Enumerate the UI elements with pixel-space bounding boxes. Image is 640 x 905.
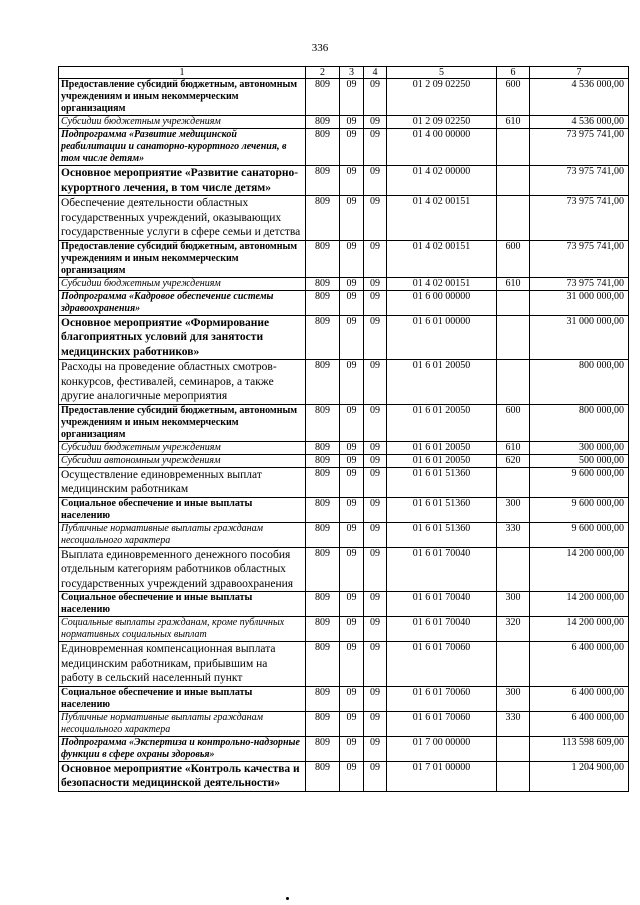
subsection-code-cell: 09 xyxy=(364,736,387,761)
amount-cell: 73 975 741,00 xyxy=(530,196,629,241)
subsection-code-cell: 09 xyxy=(364,441,387,454)
table-row xyxy=(59,736,629,761)
subsection-code-cell: 09 xyxy=(364,711,387,736)
section-code-cell: 09 xyxy=(340,240,364,277)
target-article-code-cell: 01 4 02 00151 xyxy=(387,277,497,290)
expense-type-code-cell xyxy=(497,166,530,196)
row-name-cell: Подпрограмма «Кадровое обеспечение системы здравоохранения» xyxy=(59,290,306,315)
section-code-cell: 09 xyxy=(340,129,364,166)
amount-cell: 14 200 000,00 xyxy=(530,547,629,592)
section-code-cell: 09 xyxy=(340,592,364,617)
gov-code-cell: 809 xyxy=(306,277,340,290)
section-code-cell: 09 xyxy=(340,166,364,196)
target-article-code-cell: 01 6 01 70040 xyxy=(387,592,497,617)
amount-cell: 113 598 609,00 xyxy=(530,736,629,761)
table-row xyxy=(59,166,629,196)
subsection-code-cell: 09 xyxy=(364,642,387,687)
target-article-code-cell: 01 6 01 70040 xyxy=(387,617,497,642)
header-cell-7: 7 xyxy=(530,67,629,79)
row-name-cell: Подпрограмма «Развитие медицинской реабилитации и санаторно-курортного лечения, в том числе детям» xyxy=(59,129,306,166)
header-cell-1: 1 xyxy=(59,67,306,79)
table-row xyxy=(59,497,629,522)
gov-code-cell: 809 xyxy=(306,642,340,687)
table-row xyxy=(59,522,629,547)
section-code-cell: 09 xyxy=(340,736,364,761)
gov-code-cell: 809 xyxy=(306,467,340,497)
section-code-cell: 09 xyxy=(340,315,364,360)
row-name-cell: Субсидии бюджетным учреждениям xyxy=(59,277,306,290)
expense-type-code-cell: 610 xyxy=(497,277,530,290)
expense-type-code-cell: 330 xyxy=(497,711,530,736)
target-article-code-cell: 01 6 01 70060 xyxy=(387,686,497,711)
amount-cell: 31 000 000,00 xyxy=(530,315,629,360)
row-name-cell: Подпрограмма «Экспертиза и контрольно-надзорные функции в сфере охраны здоровья» xyxy=(59,736,306,761)
section-code-cell: 09 xyxy=(340,290,364,315)
section-code-cell: 09 xyxy=(340,441,364,454)
header-cell-6: 6 xyxy=(497,67,530,79)
subsection-code-cell: 09 xyxy=(364,166,387,196)
subsection-code-cell: 09 xyxy=(364,404,387,441)
target-article-code-cell: 01 6 01 20050 xyxy=(387,441,497,454)
row-name-cell: Социальное обеспечение и иные выплаты населению xyxy=(59,497,306,522)
amount-cell: 4 536 000,00 xyxy=(530,116,629,129)
row-name-cell: Расходы на проведение областных смотров-конкурсов, фестивалей, семинаров, а также другие аналогичные мероприятия xyxy=(59,360,306,405)
section-code-cell: 09 xyxy=(340,642,364,687)
row-name-cell: Основное мероприятие «Формирование благоприятных условий для занятости медицинских работников» xyxy=(59,315,306,360)
table-row xyxy=(59,441,629,454)
subsection-code-cell: 09 xyxy=(364,129,387,166)
target-article-code-cell: 01 6 01 00000 xyxy=(387,315,497,360)
target-article-code-cell: 01 7 00 00000 xyxy=(387,736,497,761)
gov-code-cell: 809 xyxy=(306,736,340,761)
row-name-cell: Предоставление субсидий бюджетным, автономным учреждениям и иным некоммерческим организациям xyxy=(59,79,306,116)
section-code-cell: 09 xyxy=(340,404,364,441)
amount-cell: 9 600 000,00 xyxy=(530,522,629,547)
section-code-cell: 09 xyxy=(340,711,364,736)
gov-code-cell: 809 xyxy=(306,116,340,129)
row-name-cell: Единовременная компенсационная выплата медицинским работникам, прибывшим на работу в сельский населенный пункт xyxy=(59,642,306,687)
subsection-code-cell: 09 xyxy=(364,467,387,497)
target-article-code-cell: 01 4 00 00000 xyxy=(387,129,497,166)
amount-cell: 73 975 741,00 xyxy=(530,129,629,166)
target-article-code-cell: 01 6 01 20050 xyxy=(387,454,497,467)
subsection-code-cell: 09 xyxy=(364,277,387,290)
expense-type-code-cell: 300 xyxy=(497,686,530,711)
header-cell-5: 5 xyxy=(387,67,497,79)
table-row xyxy=(59,686,629,711)
section-code-cell: 09 xyxy=(340,467,364,497)
expense-type-code-cell xyxy=(497,196,530,241)
gov-code-cell: 809 xyxy=(306,592,340,617)
subsection-code-cell: 09 xyxy=(364,522,387,547)
gov-code-cell: 809 xyxy=(306,360,340,405)
row-name-cell: Субсидии автономным учреждениям xyxy=(59,454,306,467)
amount-cell: 9 600 000,00 xyxy=(530,467,629,497)
gov-code-cell: 809 xyxy=(306,711,340,736)
target-article-code-cell: 01 6 01 20050 xyxy=(387,404,497,441)
row-name-cell: Публичные нормативные выплаты гражданам несоциального характера xyxy=(59,711,306,736)
subsection-code-cell: 09 xyxy=(364,360,387,405)
expense-type-code-cell: 300 xyxy=(497,592,530,617)
expense-type-code-cell: 330 xyxy=(497,522,530,547)
amount-cell: 300 000,00 xyxy=(530,441,629,454)
table-row xyxy=(59,277,629,290)
table-row xyxy=(59,617,629,642)
gov-code-cell: 809 xyxy=(306,441,340,454)
scan-mark xyxy=(286,897,289,900)
expense-type-code-cell: 600 xyxy=(497,404,530,441)
section-code-cell: 09 xyxy=(340,522,364,547)
target-article-code-cell: 01 6 01 70060 xyxy=(387,642,497,687)
row-name-cell: Осуществление единовременных выплат медицинским работникам xyxy=(59,467,306,497)
subsection-code-cell: 09 xyxy=(364,617,387,642)
target-article-code-cell: 01 6 01 51360 xyxy=(387,497,497,522)
section-code-cell: 09 xyxy=(340,277,364,290)
table-row xyxy=(59,240,629,277)
amount-cell: 1 204 900,00 xyxy=(530,761,629,791)
row-name-cell: Социальное обеспечение и иные выплаты населению xyxy=(59,592,306,617)
section-code-cell: 09 xyxy=(340,617,364,642)
subsection-code-cell: 09 xyxy=(364,497,387,522)
amount-cell: 6 400 000,00 xyxy=(530,711,629,736)
section-code-cell: 09 xyxy=(340,196,364,241)
target-article-code-cell: 01 4 02 00151 xyxy=(387,196,497,241)
table-row xyxy=(59,642,629,687)
subsection-code-cell: 09 xyxy=(364,547,387,592)
expense-type-code-cell xyxy=(497,547,530,592)
gov-code-cell: 809 xyxy=(306,761,340,791)
amount-cell: 500 000,00 xyxy=(530,454,629,467)
table-row xyxy=(59,116,629,129)
table-body xyxy=(59,79,629,792)
table-row xyxy=(59,467,629,497)
amount-cell: 14 200 000,00 xyxy=(530,592,629,617)
subsection-code-cell: 09 xyxy=(364,761,387,791)
table-row xyxy=(59,196,629,241)
amount-cell: 9 600 000,00 xyxy=(530,497,629,522)
row-name-cell: Публичные нормативные выплаты гражданам несоциального характера xyxy=(59,522,306,547)
table-row xyxy=(59,547,629,592)
table-row xyxy=(59,711,629,736)
gov-code-cell: 809 xyxy=(306,129,340,166)
subsection-code-cell: 09 xyxy=(364,116,387,129)
gov-code-cell: 809 xyxy=(306,240,340,277)
gov-code-cell: 809 xyxy=(306,404,340,441)
header-cell-4: 4 xyxy=(364,67,387,79)
target-article-code-cell: 01 6 01 70060 xyxy=(387,711,497,736)
target-article-code-cell: 01 6 01 51360 xyxy=(387,467,497,497)
row-name-cell: Выплата единовременного денежного пособия отдельным категориям работников областных государственных учреждений здравоохранения xyxy=(59,547,306,592)
target-article-code-cell: 01 6 01 20050 xyxy=(387,360,497,405)
amount-cell: 800 000,00 xyxy=(530,404,629,441)
gov-code-cell: 809 xyxy=(306,547,340,592)
row-name-cell: Социальное обеспечение и иные выплаты населению xyxy=(59,686,306,711)
row-name-cell: Предоставление субсидий бюджетным, автономным учреждениям и иным некоммерческим организациям xyxy=(59,404,306,441)
section-code-cell: 09 xyxy=(340,454,364,467)
table-row xyxy=(59,129,629,166)
gov-code-cell: 809 xyxy=(306,617,340,642)
table-row xyxy=(59,761,629,791)
gov-code-cell: 809 xyxy=(306,454,340,467)
gov-code-cell: 809 xyxy=(306,290,340,315)
subsection-code-cell: 09 xyxy=(364,686,387,711)
subsection-code-cell: 09 xyxy=(364,592,387,617)
target-article-code-cell: 01 7 01 00000 xyxy=(387,761,497,791)
table-row xyxy=(59,290,629,315)
table-row xyxy=(59,315,629,360)
section-code-cell: 09 xyxy=(340,360,364,405)
row-name-cell: Обеспечение деятельности областных государственных учреждений, оказывающих государственные услуги в сфере семьи и детства xyxy=(59,196,306,241)
gov-code-cell: 809 xyxy=(306,315,340,360)
header-cell-2: 2 xyxy=(306,67,340,79)
expense-type-code-cell: 300 xyxy=(497,497,530,522)
gov-code-cell: 809 xyxy=(306,497,340,522)
budget-table xyxy=(58,66,629,792)
subsection-code-cell: 09 xyxy=(364,240,387,277)
row-name-cell: Субсидии бюджетным учреждениям xyxy=(59,441,306,454)
target-article-code-cell: 01 4 02 00000 xyxy=(387,166,497,196)
expense-type-code-cell: 320 xyxy=(497,617,530,642)
expense-type-code-cell xyxy=(497,360,530,405)
gov-code-cell: 809 xyxy=(306,686,340,711)
amount-cell: 4 536 000,00 xyxy=(530,79,629,116)
table-row xyxy=(59,592,629,617)
header-row xyxy=(59,67,629,79)
target-article-code-cell: 01 2 09 02250 xyxy=(387,116,497,129)
subsection-code-cell: 09 xyxy=(364,196,387,241)
row-name-cell: Социальные выплаты гражданам, кроме публичных нормативных социальных выплат xyxy=(59,617,306,642)
expense-type-code-cell xyxy=(497,761,530,791)
table-row xyxy=(59,79,629,116)
expense-type-code-cell xyxy=(497,129,530,166)
section-code-cell: 09 xyxy=(340,761,364,791)
subsection-code-cell: 09 xyxy=(364,79,387,116)
expense-type-code-cell: 610 xyxy=(497,116,530,129)
expense-type-code-cell: 600 xyxy=(497,240,530,277)
table-row xyxy=(59,404,629,441)
target-article-code-cell: 01 6 00 00000 xyxy=(387,290,497,315)
section-code-cell: 09 xyxy=(340,116,364,129)
target-article-code-cell: 01 4 02 00151 xyxy=(387,240,497,277)
expense-type-code-cell xyxy=(497,290,530,315)
expense-type-code-cell xyxy=(497,736,530,761)
subsection-code-cell: 09 xyxy=(364,290,387,315)
row-name-cell: Основное мероприятие «Развитие санаторно-курортного лечения, в том числе детям» xyxy=(59,166,306,196)
amount-cell: 6 400 000,00 xyxy=(530,686,629,711)
page-number: 336 xyxy=(311,42,329,54)
expense-type-code-cell xyxy=(497,467,530,497)
expense-type-code-cell: 600 xyxy=(497,79,530,116)
expense-type-code-cell: 610 xyxy=(497,441,530,454)
amount-cell: 31 000 000,00 xyxy=(530,290,629,315)
target-article-code-cell: 01 6 01 70040 xyxy=(387,547,497,592)
amount-cell: 800 000,00 xyxy=(530,360,629,405)
expense-type-code-cell: 620 xyxy=(497,454,530,467)
header-cell-3: 3 xyxy=(340,67,364,79)
subsection-code-cell: 09 xyxy=(364,315,387,360)
amount-cell: 73 975 741,00 xyxy=(530,166,629,196)
amount-cell: 73 975 741,00 xyxy=(530,277,629,290)
target-article-code-cell: 01 2 09 02250 xyxy=(387,79,497,116)
section-code-cell: 09 xyxy=(340,79,364,116)
gov-code-cell: 809 xyxy=(306,79,340,116)
target-article-code-cell: 01 6 01 51360 xyxy=(387,522,497,547)
row-name-cell: Субсидии бюджетным учреждениям xyxy=(59,116,306,129)
row-name-cell: Основное мероприятие «Контроль качества и безопасности медицинской деятельности» xyxy=(59,761,306,791)
gov-code-cell: 809 xyxy=(306,522,340,547)
table-row xyxy=(59,360,629,405)
amount-cell: 6 400 000,00 xyxy=(530,642,629,687)
subsection-code-cell: 09 xyxy=(364,454,387,467)
table-row xyxy=(59,454,629,467)
section-code-cell: 09 xyxy=(340,686,364,711)
expense-type-code-cell xyxy=(497,315,530,360)
gov-code-cell: 809 xyxy=(306,166,340,196)
amount-cell: 14 200 000,00 xyxy=(530,617,629,642)
section-code-cell: 09 xyxy=(340,497,364,522)
section-code-cell: 09 xyxy=(340,547,364,592)
row-name-cell: Предоставление субсидий бюджетным, автономным учреждениям и иным некоммерческим организациям xyxy=(59,240,306,277)
amount-cell: 73 975 741,00 xyxy=(530,240,629,277)
gov-code-cell: 809 xyxy=(306,196,340,241)
expense-type-code-cell xyxy=(497,642,530,687)
